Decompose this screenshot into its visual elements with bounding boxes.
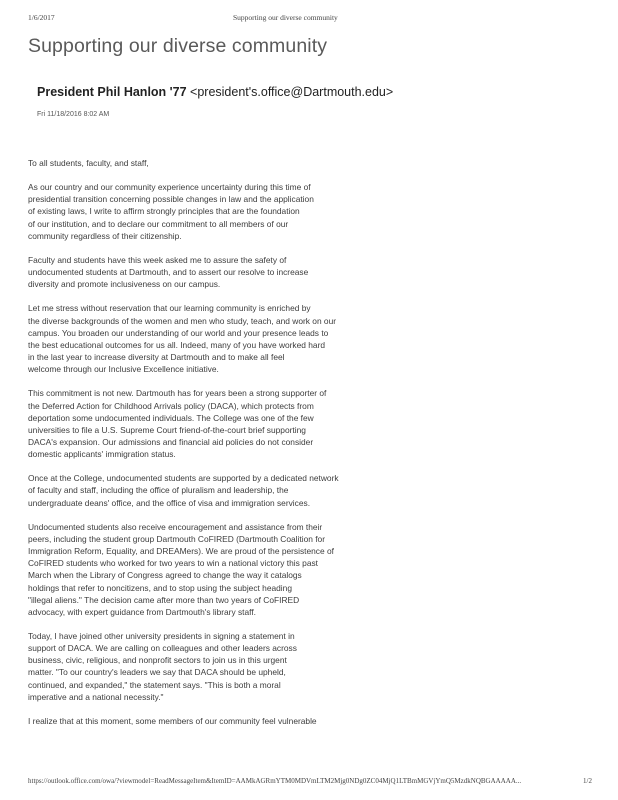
email-sender[interactable] xyxy=(37,85,393,99)
body-line: Immigration Reform, Equality, and DREAMers). We are proud of the persistence of xyxy=(28,546,334,557)
sent-timestamp: Fri 11/18/2016 8:02 AM xyxy=(37,111,110,118)
body-line: March when the Library of Congress agreed to change the way it catalogs xyxy=(28,570,302,581)
body-line: campus. You broaden our understanding of our world and your presence leads to xyxy=(28,327,329,338)
body-line: deportation some undocumented individuals. The College was one of the few xyxy=(28,412,314,423)
body-line: imperative and a national necessity." xyxy=(28,691,164,702)
body-line: Faculty and students have this week asked me to assure the safety of xyxy=(28,254,287,265)
body-line: CoFIRED students who worked for two years to win a national victory this past xyxy=(28,558,318,569)
body-line: peers, including the student group Dartmouth CoFIRED (Dartmouth Coalition for xyxy=(28,533,325,544)
body-line: Let me stress without reservation that our learning community is enriched by xyxy=(28,303,311,314)
body-line: I realize that at this moment, some members of our community feel vulnerable xyxy=(28,715,317,726)
body-line: support of DACA. We are calling on colleagues and other leaders across xyxy=(28,643,297,654)
body-line: the Deferred Action for Childhood Arrivals policy (DACA), which protects from xyxy=(28,400,314,411)
body-line: the diverse backgrounds of the women and men who study, teach, and work on our xyxy=(28,315,337,326)
body-line: Once at the College, undocumented students are supported by a dedicated network xyxy=(28,473,339,484)
body-line: business, civic, religious, and nonprofit sectors to join us in this urgent xyxy=(28,655,287,666)
print-date: 1/6/2017 xyxy=(28,13,55,22)
body-line: Undocumented students also receive encouragement and assistance from their xyxy=(28,521,323,532)
body-paragraph xyxy=(28,181,408,242)
body-line: of faculty and staff, including the office of pluralism and leadership, the xyxy=(28,485,289,496)
body-line: undocumented students at Dartmouth, and to assert our resolve to increase xyxy=(28,267,309,278)
body-paragraph xyxy=(28,472,408,508)
email-subject: Supporting our diverse community xyxy=(28,35,328,57)
body-paragraph xyxy=(28,630,408,703)
body-line: domestic applicants' immigration status. xyxy=(28,449,176,460)
print-title: Supporting our diverse community xyxy=(233,13,338,22)
body-paragraph xyxy=(28,521,408,618)
body-line: To all students, faculty, and staff, xyxy=(28,158,149,168)
body-line: of our institution, and to declare our commitment to all members of our xyxy=(28,218,289,229)
body-line: undergraduate deans' office, and the office of visa and immigration services. xyxy=(28,497,311,508)
body-line: diversity and promote inclusiveness on our campus. xyxy=(28,279,221,290)
body-line: presidential transition concerning possible changes in law and the application xyxy=(28,194,314,205)
print-header xyxy=(28,13,590,25)
body-line: the best educational outcomes for us all. Indeed, many of you have worked hard xyxy=(28,339,326,350)
body-line: welcome through our Inclusive Excellence initiative. xyxy=(28,364,219,375)
body-paragraph xyxy=(28,157,408,169)
sender-address[interactable]: <president's.office@Dartmouth.edu> xyxy=(190,85,394,99)
body-line: DACA's expansion. Our admissions and financial aid policies do not consider xyxy=(28,436,314,447)
body-line: As our country and our community experience uncertainty during this time of xyxy=(28,182,311,193)
email-body xyxy=(28,157,408,739)
sender-name: President Phil Hanlon '77 xyxy=(37,85,187,99)
body-line: Today, I have joined other university presidents in signing a statement in xyxy=(28,631,295,641)
body-paragraph xyxy=(28,302,408,375)
body-line: in the last year to increase diversity at Dartmouth and to make all feel xyxy=(28,352,285,363)
body-paragraph xyxy=(28,254,408,290)
body-line: universities to file a U.S. Supreme Court friend-of-the-court brief supporting xyxy=(28,424,306,435)
body-line: continued, and expanded," the statement says. "This is both a moral xyxy=(28,679,281,690)
body-line: community regardless of their citizenship. xyxy=(28,230,182,241)
body-line: advocacy, with expert guidance from Dartmouth's library staff. xyxy=(28,606,256,617)
body-line: matter. "To our country's leaders we say that DACA should be upheld, xyxy=(28,667,286,678)
print-url: https://outlook.office.com/owa/?viewmodel=ReadMessageItem&ItemID=AAMkAGRmYTM0MDVmLTM2Mjg0NDg0ZC04MjQ1LTBmMGVjYmQ5MzdkNQBGAAAAA... xyxy=(28,777,522,785)
body-line: of existing laws, I write to affirm strongly principles that are the foundation xyxy=(28,206,300,217)
print-footer xyxy=(28,777,592,789)
body-paragraph xyxy=(28,387,408,460)
page-number: 1/2 xyxy=(583,777,592,785)
body-line: "illegal aliens." The decision came after more than two years of CoFIRED xyxy=(28,594,300,605)
body-line: This commitment is not new. Dartmouth has for years been a strong supporter of xyxy=(28,388,327,399)
body-line: holdings that refer to noncitizens, and to stop using the subject heading xyxy=(28,582,292,593)
body-paragraph xyxy=(28,715,408,727)
